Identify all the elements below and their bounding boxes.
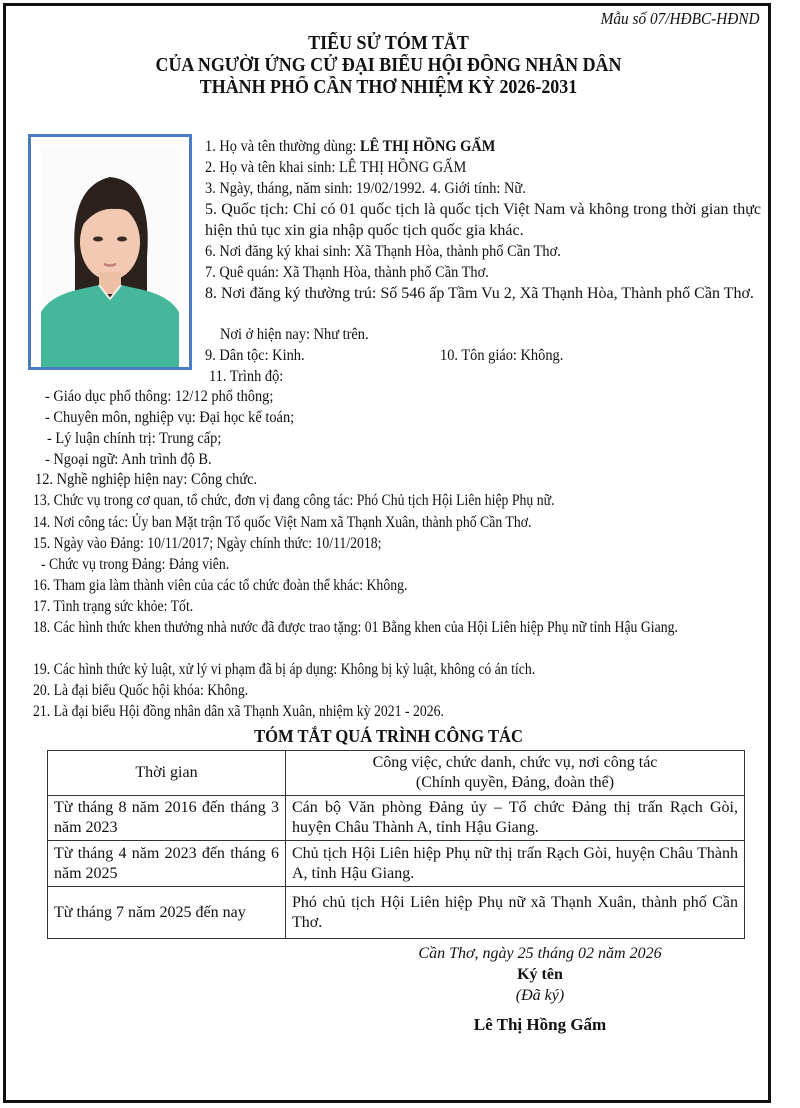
doc-title-line-1: TIỂU SỬ TÓM TẮT [308, 33, 469, 54]
table-row [48, 887, 745, 939]
portrait-photo [41, 147, 179, 367]
row-job: Cán bộ Văn phòng Đảng ủy – Tổ chức Đảng thị trấn Rạch Gòi, huyện Châu Thành A, tỉnh Hậu Giang. [286, 796, 745, 841]
doc-title-line-2: CỦA NGƯỜI ỨNG CỬ ĐẠI BIỂU HỘI ĐỒNG NHÂN DÂN [155, 55, 622, 76]
field-10-religion: 10. Tôn giáo: Không. [440, 347, 564, 364]
field-17-health: 17. Tình trạng sức khỏe: Tốt. [33, 598, 194, 615]
field-18-awards: 18. Các hình thức khen thưởng nhà nước đã được trao tặng: 01 Bằng khen của Hội Liên hiệp Phụ nữ tỉnh Hậu Giang. [33, 619, 678, 636]
table-row [48, 841, 745, 887]
field-1-label: 1. Họ và tên thường dùng: [205, 138, 361, 155]
education-political: - Lý luận chính trị: Trung cấp; [47, 430, 222, 447]
field-12-occupation: 12. Nghề nghiệp hiện nay: Công chức. [35, 471, 258, 488]
common-name: LÊ THỊ HỒNG GẤM [360, 138, 496, 155]
education-professional: - Chuyên môn, nghiệp vụ: Đại học kế toán; [45, 409, 295, 426]
field-6-birth-registration: 6. Nơi đăng ký khai sinh: Xã Thạnh Hòa, thành phố Cần Thơ. [205, 243, 561, 260]
field-15-party-dates: 15. Ngày vào Đảng: 10/11/2017; Ngày chính thức: 10/11/2018; [33, 535, 382, 552]
table-header-row [48, 751, 745, 796]
field-19-discipline: 19. Các hình thức kỷ luật, xử lý vi phạm đã bị áp dụng: Không bị kỷ luật, không có án tích. [33, 661, 536, 678]
field-5-nationality: 5. Quốc tịch: Chỉ có 01 quốc tịch là quốc tịch Việt Nam và không trong thời gian thực hiện thủ tục xin gia nhập quốc tịch quốc gia khác. [205, 201, 761, 239]
field-21-council-member: 21. Là đại biểu Hội đồng nhân dân xã Thạnh Xuân, nhiệm kỳ 2021 - 2026. [33, 703, 444, 720]
education-general: - Giáo dục phổ thông: 12/12 phổ thông; [45, 388, 274, 405]
field-2: 2. Họ và tên khai sinh: LÊ THỊ HỒNG GẤM [205, 159, 467, 176]
row-job: Phó chủ tịch Hội Liên hiệp Phụ nữ xã Thạnh Xuân, thành phố Cần Thơ. [286, 887, 745, 939]
row-job: Chủ tịch Hội Liên hiệp Phụ nữ thị trấn Rạch Gòi, huyện Châu Thành A, tỉnh Hậu Giang. [286, 841, 745, 887]
field-8-current-residence: Nơi ở hiện nay: Như trên. [220, 326, 369, 343]
field-9-ethnicity: 9. Dân tộc: Kinh. [205, 347, 305, 364]
field-3-birthdate: 3. Ngày, tháng, năm sinh: 19/02/1992. [205, 180, 426, 197]
table-row [48, 796, 745, 841]
field-16-organizations: 16. Tham gia làm thành viên của các tổ chức đoàn thể khác: Không. [33, 577, 408, 594]
signature-label: Ký tên [517, 966, 563, 983]
form-number: Mẫu số 07/HĐBC-HĐND [601, 9, 760, 28]
signature-place-date: Cần Thơ, ngày 25 tháng 02 năm 2026 [418, 945, 662, 962]
education-language: - Ngoại ngữ: Anh trình độ B. [45, 451, 212, 468]
field-13-position: 13. Chức vụ trong cơ quan, tổ chức, đơn vị đang công tác: Phó Chủ tịch Hội Liên hiệp Phụ nữ. [33, 492, 555, 509]
field-4-gender: 4. Giới tính: Nữ. [430, 180, 526, 197]
work-history-title: TÓM TẮT QUÁ TRÌNH CÔNG TÁC [254, 726, 523, 746]
signature-signed-note: (Đã ký) [515, 987, 565, 1004]
field-7-hometown: 7. Quê quán: Xã Thạnh Hòa, thành phố Cần Thơ. [205, 264, 489, 281]
row-time: Từ tháng 4 năm 2023 đến tháng 6 năm 2025 [48, 841, 286, 887]
work-history-table [47, 750, 745, 939]
row-time: Từ tháng 7 năm 2025 đến nay [48, 887, 286, 939]
field-14-workplace: 14. Nơi công tác: Ủy ban Mặt trận Tổ quốc Việt Nam xã Thạnh Xuân, thành phố Cần Thơ. [33, 514, 532, 531]
field-20-national-assembly: 20. Là đại biểu Quốc hội khóa: Không. [33, 682, 249, 699]
header-job-line-2: (Chính quyền, Đảng, đoàn thể) [415, 774, 615, 791]
field-15-party-role: - Chức vụ trong Đảng: Đảng viên. [41, 556, 230, 573]
row-time: Từ tháng 8 năm 2016 đến tháng 3 năm 2023 [48, 796, 286, 841]
field-1 [205, 136, 495, 157]
doc-title-line-3: THÀNH PHỐ CẦN THƠ NHIỆM KỲ 2026-2031 [199, 77, 578, 98]
signer-name: Lê Thị Hồng Gấm [473, 1015, 607, 1034]
field-11-education: 11. Trình độ: [209, 368, 284, 385]
portrait-photo-frame [28, 134, 192, 370]
header-time: Thời gian [48, 751, 286, 796]
field-8-permanent-residence: 8. Nơi đăng ký thường trú: Số 546 ấp Tầm Vu 2, Xã Thạnh Hòa, Thành phố Cần Thơ. [205, 285, 754, 302]
portrait-illustration [41, 147, 179, 367]
header-job-line-1: Công việc, chức danh, chức vụ, nơi công tác [372, 754, 658, 771]
header-job [286, 751, 745, 796]
